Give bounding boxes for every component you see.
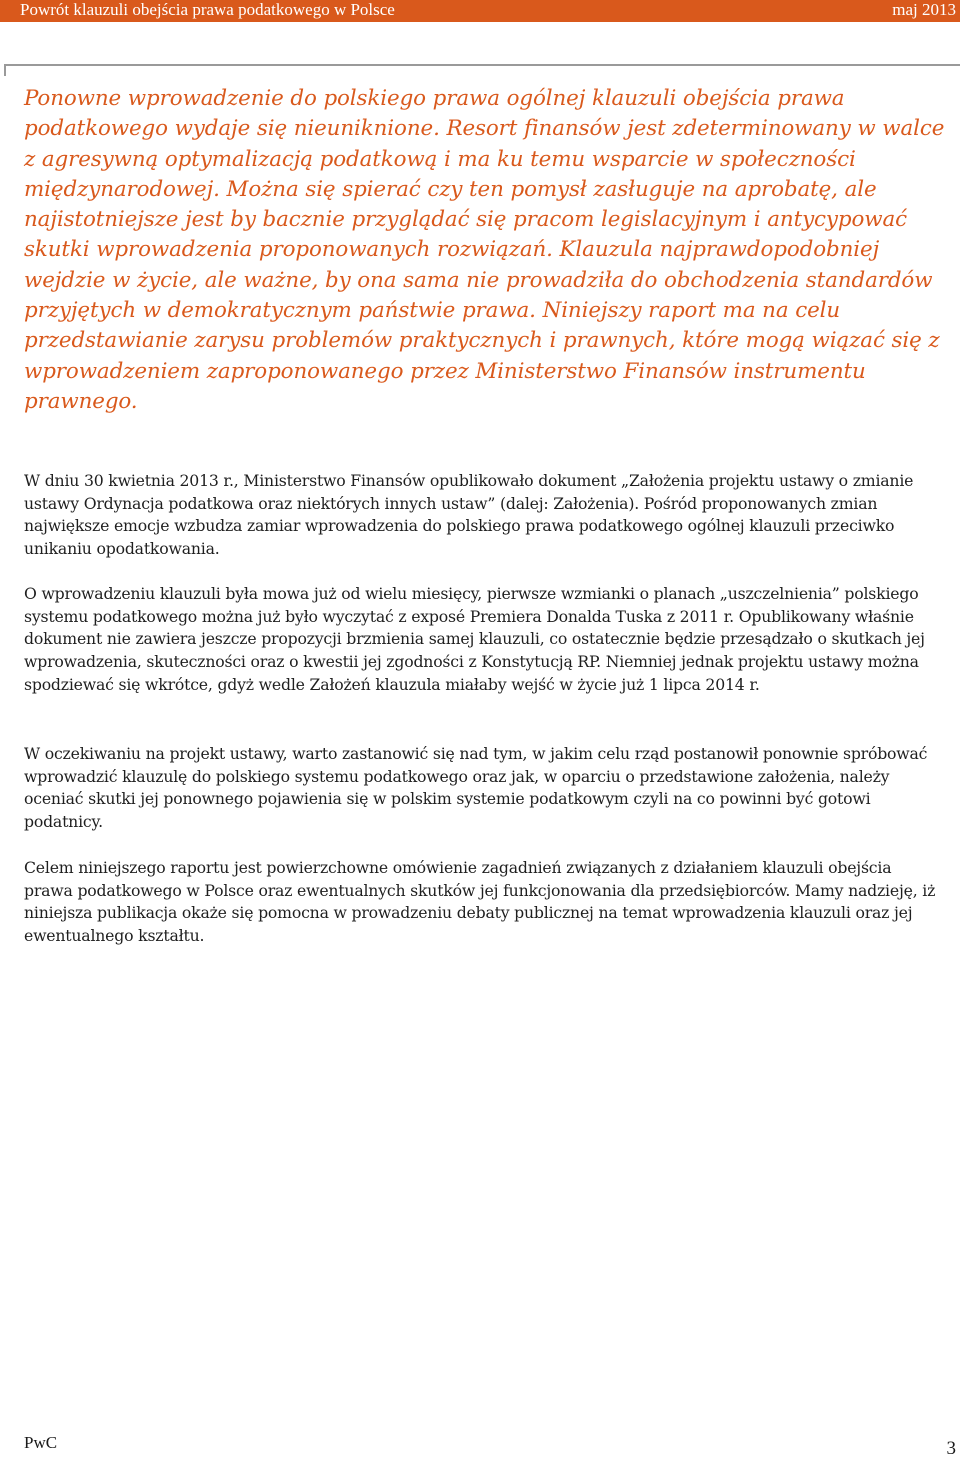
body-paragraph: W dniu 30 kwietnia 2013 r., Ministerstwo Finansów opublikowało dokument „Założenia projektu ustawy o zmianie ustawy Ordynacja podatkowa oraz niektórych innych ustaw” (dalej: Założenia). Pośród proponowanych zmian największe emocje wzbudza zamiar wprowadzenia do polskiego prawa podatkowego ogólnej klauzuli przeciwko unikaniu opodatkowania.	[24, 471, 914, 559]
document-date: maj 2013	[892, 0, 956, 19]
corner-rule-vertical	[4, 64, 6, 76]
footer-brand: PwC	[24, 1433, 58, 1452]
body-paragraph: W oczekiwaniu na projekt ustawy, warto zastanowić się nad tym, w jakim celu rząd postanowił ponownie spróbować wprowadzić klauzulę do polskiego systemu podatkowego oraz jak, w oparciu o przedstawione założenia, należy oceniać skutki jej ponownego pojawienia się w polskim systemie podatkowym czyli na co powinni być gotowi podatnicy.	[24, 744, 928, 832]
page-number: 3	[946, 1438, 956, 1459]
header-spacer	[0, 22, 960, 62]
document-title: Powrót klauzuli obejścia prawa podatkowego w Polsce	[20, 0, 395, 19]
body-paragraph: O wprowadzeniu klauzuli była mowa już od wielu miesięcy, pierwsze wzmianki o planach „uszczelnienia” polskiego systemu podatkowego można już było wyczytać z exposé Premiera Donalda Tuska z 2011 r. Opublikowany właśnie dokument nie zawiera jeszcze propozycji brzmienia samej klauzuli, co ostatecznie będzie przesądzało o skutkach jej wprowadzenia, skuteczności oraz o kwestii jej zgodności z Konstytucją RP. Niemniej jednak projektu ustawy można spodziewać się wkrótce, gdyż wedle Założeń klauzula miałaby wejść w życie już 1 lipca 2014 r.	[24, 584, 925, 694]
corner-rule	[0, 64, 960, 76]
body-paragraph: Celem niniejszego raportu jest powierzchowne omówienie zagadnień związanych z działaniem klauzuli obejścia prawa podatkowego w Polsce oraz ewentualnych skutków jej funkcjonowania dla przedsiębiorców. Mamy nadzieję, iż niniejsza publikacja okaże się pomocna w prowadzeniu debaty publicznej na temat wprowadzenia klauzuli oraz jej ewentualnego kształtu.	[24, 858, 936, 946]
corner-rule-horizontal	[4, 64, 960, 66]
lead-paragraph: Ponowne wprowadzenie do polskiego prawa ogólnej klauzuli obejścia prawa podatkowego wydaje się nieuniknione. Resort finansów jest zdeterminowany w walce z agresywną optymalizacją podatkową i ma ku temu wsparcie w społeczności międzynarodowej. Można się spierać czy ten pomysł zasługuje na aprobatę, ale najistotniejsze jest by bacznie przyglądać się pracom legislacyjnym i antycypować skutki wprowadzenia proponowanych rozwiązań. Klauzula najprawdopodobniej wejdzie w życie, ale ważne, by ona sama nie prowadziła do obchodzenia standardów przyjętych w demokratycznym państwie prawa. Niniejszy raport ma na celu przedstawianie zarysu problemów praktycznych i prawnych, które mogą wiązać się z wprowadzeniem zaproponowanego przez Ministerstwo Finansów instrumentu prawnego.	[24, 86, 945, 414]
